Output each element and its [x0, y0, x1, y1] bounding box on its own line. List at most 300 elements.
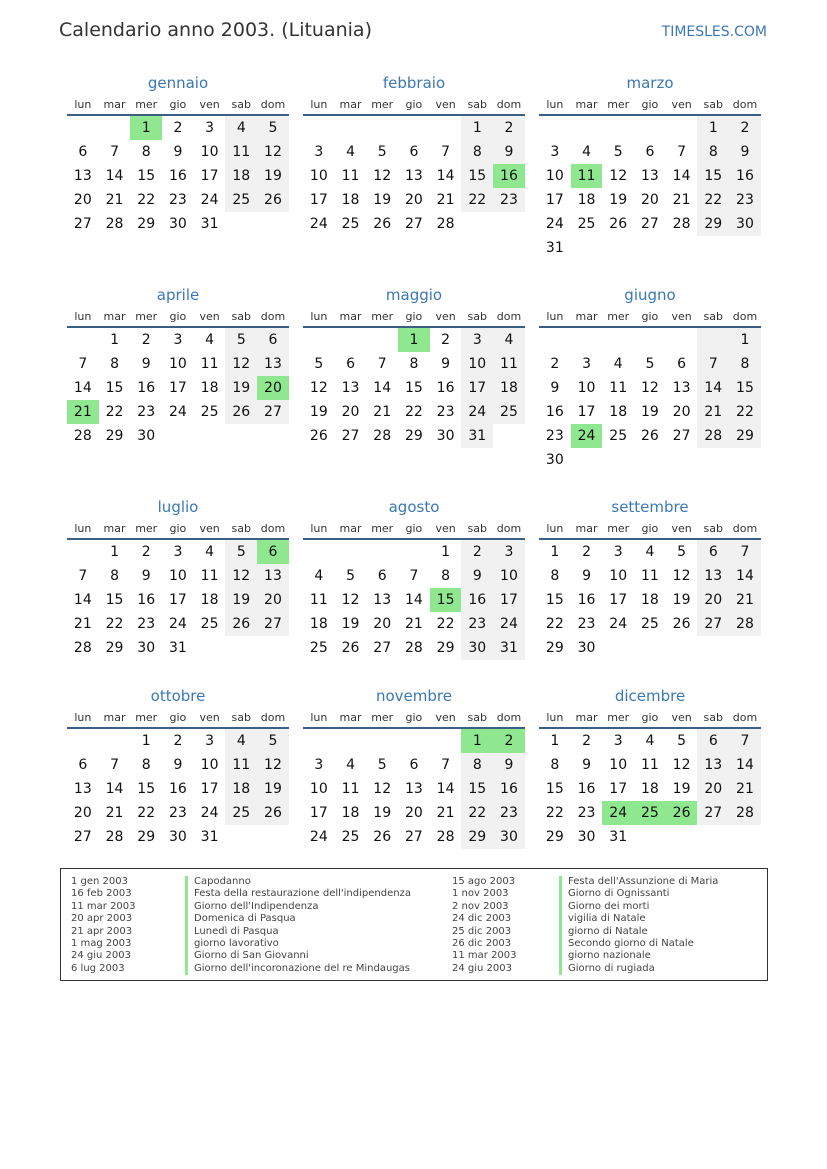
day-cell[interactable]: 16	[461, 588, 493, 612]
day-cell[interactable]: 8	[461, 140, 493, 164]
day-cell[interactable]: 8	[441, 568, 451, 584]
day-cell[interactable]: 21	[697, 400, 729, 424]
day-cell[interactable]: 28	[697, 424, 729, 448]
day-cell[interactable]: 30	[577, 640, 596, 656]
day-cell[interactable]: 11	[493, 352, 525, 376]
day-cell[interactable]: 4	[225, 116, 257, 140]
day-cell[interactable]: 18	[309, 616, 328, 632]
day-cell[interactable]: 21	[105, 805, 124, 821]
day-cell[interactable]: 23	[577, 616, 596, 632]
day-cell[interactable]: 26	[666, 801, 698, 825]
day-cell[interactable]: 27	[373, 640, 392, 656]
day-cell[interactable]: 25	[225, 188, 257, 212]
day-cell[interactable]: 30	[577, 829, 596, 845]
day-cell[interactable]: 23	[493, 188, 525, 212]
day-cell[interactable]: 4	[314, 568, 324, 584]
day-cell[interactable]: 26	[257, 188, 289, 212]
day-cell[interactable]: 18	[609, 404, 628, 420]
day-cell[interactable]: 25	[341, 829, 360, 845]
day-cell[interactable]: 30	[436, 428, 455, 444]
day-cell[interactable]: 2	[141, 332, 151, 348]
day-cell[interactable]: 23	[729, 188, 761, 212]
day-cell[interactable]: 19	[672, 781, 691, 797]
day-cell[interactable]: 4	[205, 332, 215, 348]
day-cell[interactable]: 23	[137, 404, 156, 420]
day-cell[interactable]: 18	[341, 192, 360, 208]
day-cell[interactable]: 22	[697, 188, 729, 212]
day-cell[interactable]: 28	[672, 216, 691, 232]
day-cell[interactable]: 31	[168, 640, 187, 656]
day-cell[interactable]: 18	[225, 164, 257, 188]
day-cell[interactable]: 4	[645, 733, 655, 749]
day-cell[interactable]: 14	[697, 376, 729, 400]
day-cell[interactable]: 12	[341, 592, 360, 608]
day-cell[interactable]: 3	[314, 757, 324, 773]
day-cell[interactable]: 26	[309, 428, 328, 444]
day-cell[interactable]: 21	[373, 404, 392, 420]
day-cell[interactable]: 19	[672, 592, 691, 608]
day-cell[interactable]: 26	[672, 616, 691, 632]
day-cell[interactable]: 4	[346, 757, 355, 773]
day-cell[interactable]: 1	[697, 116, 729, 140]
day-cell[interactable]: 2	[493, 116, 525, 140]
day-cell[interactable]: 5	[257, 116, 289, 140]
day-cell[interactable]: 27	[73, 829, 92, 845]
day-cell[interactable]: 2	[493, 729, 525, 753]
day-cell[interactable]: 8	[550, 568, 560, 584]
day-cell[interactable]: 29	[545, 829, 564, 845]
day-cell[interactable]: 12	[257, 753, 289, 777]
day-cell[interactable]: 22	[545, 616, 564, 632]
day-cell[interactable]: 25	[609, 428, 628, 444]
day-cell[interactable]: 27	[73, 216, 92, 232]
day-cell[interactable]: 29	[105, 640, 124, 656]
day-cell[interactable]: 10	[609, 757, 628, 773]
day-cell[interactable]: 17	[309, 192, 328, 208]
day-cell[interactable]: 25	[577, 216, 596, 232]
day-cell[interactable]: 3	[205, 733, 215, 749]
day-cell[interactable]: 16	[545, 404, 564, 420]
day-cell[interactable]: 14	[73, 592, 92, 608]
day-cell[interactable]: 6	[697, 540, 729, 564]
day-cell[interactable]: 14	[105, 781, 124, 797]
day-cell[interactable]: 2	[441, 332, 451, 348]
day-cell[interactable]: 12	[257, 140, 289, 164]
day-cell[interactable]: 30	[729, 212, 761, 236]
day-cell[interactable]: 2	[173, 120, 183, 136]
day-cell[interactable]: 22	[461, 801, 493, 825]
day-cell[interactable]: 12	[672, 568, 691, 584]
day-cell[interactable]: 28	[373, 428, 392, 444]
day-cell[interactable]: 23	[168, 805, 187, 821]
day-cell[interactable]: 8	[461, 753, 493, 777]
day-cell[interactable]: 17	[577, 404, 596, 420]
day-cell[interactable]: 24	[168, 616, 187, 632]
day-cell[interactable]: 15	[404, 380, 423, 396]
day-cell[interactable]: 13	[73, 168, 92, 184]
day-cell[interactable]: 2	[141, 544, 151, 560]
day-cell[interactable]: 15	[105, 380, 124, 396]
day-cell[interactable]: 9	[582, 757, 591, 773]
day-cell[interactable]: 13	[257, 352, 289, 376]
day-cell[interactable]: 5	[314, 356, 324, 372]
day-cell[interactable]: 15	[430, 588, 462, 612]
day-cell[interactable]: 2	[582, 544, 591, 560]
day-cell[interactable]: 14	[373, 380, 392, 396]
day-cell[interactable]: 29	[697, 212, 729, 236]
day-cell[interactable]: 21	[73, 616, 92, 632]
day-cell[interactable]: 18	[640, 592, 659, 608]
day-cell[interactable]: 4	[493, 328, 525, 352]
day-cell[interactable]: 21	[404, 616, 423, 632]
day-cell[interactable]: 19	[309, 404, 328, 420]
day-cell[interactable]: 19	[609, 192, 628, 208]
day-cell[interactable]: 30	[137, 640, 156, 656]
day-cell[interactable]: 30	[493, 825, 525, 849]
day-cell[interactable]: 20	[404, 805, 423, 821]
day-cell[interactable]: 10	[493, 564, 525, 588]
day-cell[interactable]: 14	[729, 753, 761, 777]
day-cell[interactable]: 20	[257, 588, 289, 612]
day-cell[interactable]: 6	[677, 356, 687, 372]
day-cell[interactable]: 21	[729, 777, 761, 801]
day-cell[interactable]: 2	[461, 540, 493, 564]
day-cell[interactable]: 23	[493, 801, 525, 825]
day-cell[interactable]: 30	[168, 216, 187, 232]
day-cell[interactable]: 1	[110, 332, 119, 348]
day-cell[interactable]: 7	[441, 757, 451, 773]
day-cell[interactable]: 28	[729, 801, 761, 825]
day-cell[interactable]: 30	[168, 829, 187, 845]
day-cell[interactable]: 12	[373, 781, 392, 797]
day-cell[interactable]: 26	[609, 216, 628, 232]
day-cell[interactable]: 15	[461, 164, 493, 188]
day-cell[interactable]: 24	[309, 829, 328, 845]
day-cell[interactable]: 15	[697, 164, 729, 188]
day-cell[interactable]: 28	[73, 640, 92, 656]
day-cell[interactable]: 18	[640, 781, 659, 797]
day-cell[interactable]: 12	[640, 380, 659, 396]
day-cell[interactable]: 4	[645, 544, 655, 560]
day-cell[interactable]: 17	[168, 380, 187, 396]
day-cell[interactable]: 1	[141, 733, 151, 749]
day-cell[interactable]: 25	[640, 616, 659, 632]
day-cell[interactable]: 30	[137, 428, 156, 444]
day-cell[interactable]: 31	[461, 424, 493, 448]
day-cell[interactable]: 4	[582, 144, 591, 160]
day-cell[interactable]: 7	[729, 540, 761, 564]
day-cell[interactable]: 26	[257, 801, 289, 825]
day-cell[interactable]: 20	[697, 588, 729, 612]
day-cell[interactable]: 7	[110, 757, 119, 773]
day-cell[interactable]: 15	[729, 376, 761, 400]
day-cell[interactable]: 6	[645, 144, 655, 160]
day-cell[interactable]: 17	[545, 192, 564, 208]
day-cell[interactable]: 21	[436, 805, 455, 821]
day-cell[interactable]: 6	[409, 144, 419, 160]
day-cell[interactable]: 19	[341, 616, 360, 632]
day-cell[interactable]: 7	[441, 144, 451, 160]
day-cell[interactable]: 16	[577, 592, 596, 608]
day-cell[interactable]: 4	[225, 729, 257, 753]
day-cell[interactable]: 10	[200, 144, 219, 160]
day-cell[interactable]: 11	[609, 380, 628, 396]
day-cell[interactable]: 22	[545, 805, 564, 821]
day-cell[interactable]: 11	[640, 757, 659, 773]
day-cell[interactable]: 9	[729, 140, 761, 164]
day-cell[interactable]: 18	[225, 777, 257, 801]
day-cell[interactable]: 9	[493, 753, 525, 777]
day-cell[interactable]: 23	[137, 616, 156, 632]
day-cell[interactable]: 21	[672, 192, 691, 208]
day-cell[interactable]: 1	[550, 544, 560, 560]
day-cell[interactable]: 25	[200, 616, 219, 632]
day-cell[interactable]: 29	[105, 428, 124, 444]
day-cell[interactable]: 1	[110, 544, 119, 560]
day-cell[interactable]: 12	[672, 757, 691, 773]
day-cell[interactable]: 26	[225, 612, 257, 636]
day-cell[interactable]: 15	[105, 592, 124, 608]
day-cell[interactable]: 20	[697, 777, 729, 801]
day-cell[interactable]: 9	[550, 380, 560, 396]
day-cell[interactable]: 14	[436, 168, 455, 184]
day-cell[interactable]: 3	[205, 120, 215, 136]
day-cell[interactable]: 8	[141, 144, 151, 160]
day-cell[interactable]: 14	[672, 168, 691, 184]
day-cell[interactable]: 24	[461, 400, 493, 424]
day-cell[interactable]: 22	[461, 188, 493, 212]
day-cell[interactable]: 15	[137, 781, 156, 797]
day-cell[interactable]: 27	[257, 612, 289, 636]
day-cell[interactable]: 25	[200, 404, 219, 420]
day-cell[interactable]: 31	[200, 829, 219, 845]
day-cell[interactable]: 3	[314, 144, 324, 160]
day-cell[interactable]: 11	[341, 168, 360, 184]
day-cell[interactable]: 7	[677, 144, 687, 160]
day-cell[interactable]: 5	[677, 544, 687, 560]
day-cell[interactable]: 27	[672, 428, 691, 444]
day-cell[interactable]: 17	[609, 781, 628, 797]
day-cell[interactable]: 18	[577, 192, 596, 208]
day-cell[interactable]: 20	[404, 192, 423, 208]
day-cell[interactable]: 1	[398, 328, 430, 352]
day-cell[interactable]: 25	[341, 216, 360, 232]
day-cell[interactable]: 16	[168, 781, 187, 797]
day-cell[interactable]: 13	[341, 380, 360, 396]
day-cell[interactable]: 7	[110, 144, 119, 160]
day-cell[interactable]: 5	[613, 144, 623, 160]
day-cell[interactable]: 22	[404, 404, 423, 420]
day-cell[interactable]: 16	[436, 380, 455, 396]
day-cell[interactable]: 3	[173, 544, 183, 560]
day-cell[interactable]: 30	[461, 636, 493, 660]
day-cell[interactable]: 10	[168, 568, 187, 584]
day-cell[interactable]: 14	[436, 781, 455, 797]
day-cell[interactable]: 6	[409, 757, 419, 773]
day-cell[interactable]: 11	[640, 568, 659, 584]
day-cell[interactable]: 8	[110, 356, 119, 372]
day-cell[interactable]: 3	[550, 144, 560, 160]
day-cell[interactable]: 12	[373, 168, 392, 184]
day-cell[interactable]: 27	[341, 428, 360, 444]
day-cell[interactable]: 17	[609, 592, 628, 608]
day-cell[interactable]: 19	[373, 192, 392, 208]
day-cell[interactable]: 10	[545, 168, 564, 184]
day-cell[interactable]: 10	[577, 380, 596, 396]
day-cell[interactable]: 8	[550, 757, 560, 773]
day-cell[interactable]: 5	[377, 757, 387, 773]
day-cell[interactable]: 6	[697, 729, 729, 753]
day-cell[interactable]: 5	[677, 733, 687, 749]
day-cell[interactable]: 17	[493, 588, 525, 612]
day-cell[interactable]: 27	[404, 216, 423, 232]
day-cell[interactable]: 29	[436, 640, 455, 656]
day-cell[interactable]: 3	[582, 356, 591, 372]
day-cell[interactable]: 31	[545, 240, 564, 256]
day-cell[interactable]: 13	[404, 168, 423, 184]
day-cell[interactable]: 2	[729, 116, 761, 140]
day-cell[interactable]: 23	[545, 428, 564, 444]
day-cell[interactable]: 16	[577, 781, 596, 797]
day-cell[interactable]: 5	[377, 144, 387, 160]
day-cell[interactable]: 16	[729, 164, 761, 188]
day-cell[interactable]: 24	[602, 801, 634, 825]
day-cell[interactable]: 10	[309, 781, 328, 797]
day-cell[interactable]: 26	[341, 640, 360, 656]
day-cell[interactable]: 6	[78, 757, 88, 773]
day-cell[interactable]: 30	[545, 452, 564, 468]
day-cell[interactable]: 3	[613, 544, 623, 560]
day-cell[interactable]: 26	[225, 400, 257, 424]
day-cell[interactable]: 9	[141, 356, 151, 372]
day-cell[interactable]: 25	[309, 640, 328, 656]
day-cell[interactable]: 6	[257, 540, 289, 564]
day-cell[interactable]: 24	[609, 616, 628, 632]
day-cell[interactable]: 24	[168, 404, 187, 420]
day-cell[interactable]: 13	[697, 564, 729, 588]
day-cell[interactable]: 9	[441, 356, 451, 372]
day-cell[interactable]: 15	[461, 777, 493, 801]
day-cell[interactable]: 24	[493, 612, 525, 636]
day-cell[interactable]: 11	[571, 164, 603, 188]
day-cell[interactable]: 7	[78, 356, 88, 372]
day-cell[interactable]: 11	[341, 781, 360, 797]
day-cell[interactable]: 31	[200, 216, 219, 232]
day-cell[interactable]: 9	[173, 144, 183, 160]
day-cell[interactable]: 28	[404, 640, 423, 656]
day-cell[interactable]: 11	[200, 568, 219, 584]
day-cell[interactable]: 8	[697, 140, 729, 164]
day-cell[interactable]: 29	[137, 829, 156, 845]
day-cell[interactable]: 28	[105, 216, 124, 232]
day-cell[interactable]: 13	[672, 380, 691, 396]
day-cell[interactable]: 27	[697, 801, 729, 825]
day-cell[interactable]: 21	[67, 400, 99, 424]
day-cell[interactable]: 20	[73, 805, 92, 821]
day-cell[interactable]: 18	[493, 376, 525, 400]
day-cell[interactable]: 7	[409, 568, 419, 584]
day-cell[interactable]: 25	[634, 801, 666, 825]
day-cell[interactable]: 11	[200, 356, 219, 372]
day-cell[interactable]: 31	[493, 636, 525, 660]
day-cell[interactable]: 11	[309, 592, 328, 608]
day-cell[interactable]: 17	[309, 805, 328, 821]
day-cell[interactable]: 6	[257, 328, 289, 352]
day-cell[interactable]: 21	[105, 192, 124, 208]
day-cell[interactable]: 3	[173, 332, 183, 348]
day-cell[interactable]: 10	[461, 352, 493, 376]
day-cell[interactable]: 18	[200, 380, 219, 396]
day-cell[interactable]: 17	[461, 376, 493, 400]
day-cell[interactable]: 28	[729, 612, 761, 636]
day-cell[interactable]: 10	[168, 356, 187, 372]
day-cell[interactable]: 28	[436, 216, 455, 232]
day-cell[interactable]: 27	[640, 216, 659, 232]
day-cell[interactable]: 23	[436, 404, 455, 420]
day-cell[interactable]: 24	[309, 216, 328, 232]
day-cell[interactable]: 16	[493, 777, 525, 801]
day-cell[interactable]: 22	[137, 805, 156, 821]
day-cell[interactable]: 29	[137, 216, 156, 232]
day-cell[interactable]: 17	[168, 592, 187, 608]
day-cell[interactable]: 29	[404, 428, 423, 444]
day-cell[interactable]: 8	[110, 568, 119, 584]
day-cell[interactable]: 14	[105, 168, 124, 184]
day-cell[interactable]: 7	[377, 356, 387, 372]
day-cell[interactable]: 25	[493, 400, 525, 424]
day-cell[interactable]: 14	[73, 380, 92, 396]
day-cell[interactable]: 28	[73, 428, 92, 444]
day-cell[interactable]: 24	[200, 805, 219, 821]
day-cell[interactable]: 5	[225, 540, 257, 564]
day-cell[interactable]: 13	[640, 168, 659, 184]
day-cell[interactable]: 23	[461, 612, 493, 636]
day-cell[interactable]: 19	[225, 588, 257, 612]
day-cell[interactable]: 8	[409, 356, 419, 372]
day-cell[interactable]: 13	[373, 592, 392, 608]
day-cell[interactable]: 18	[341, 805, 360, 821]
day-cell[interactable]: 12	[609, 168, 628, 184]
day-cell[interactable]: 26	[373, 829, 392, 845]
day-cell[interactable]: 2	[550, 356, 560, 372]
day-cell[interactable]: 1	[729, 328, 761, 352]
day-cell[interactable]: 4	[346, 144, 355, 160]
day-cell[interactable]: 8	[729, 352, 761, 376]
day-cell[interactable]: 6	[346, 356, 355, 372]
day-cell[interactable]: 6	[377, 568, 387, 584]
day-cell[interactable]: 22	[436, 616, 455, 632]
day-cell[interactable]: 22	[729, 400, 761, 424]
day-cell[interactable]: 5	[346, 568, 355, 584]
day-cell[interactable]: 19	[640, 404, 659, 420]
day-cell[interactable]: 1	[461, 116, 493, 140]
day-cell[interactable]: 29	[461, 825, 493, 849]
day-cell[interactable]: 22	[137, 192, 156, 208]
day-cell[interactable]: 20	[672, 404, 691, 420]
day-cell[interactable]: 6	[78, 144, 88, 160]
day-cell[interactable]: 20	[373, 616, 392, 632]
day-cell[interactable]: 23	[577, 805, 596, 821]
day-cell[interactable]: 29	[729, 424, 761, 448]
day-cell[interactable]: 4	[613, 356, 623, 372]
day-cell[interactable]: 12	[309, 380, 328, 396]
day-cell[interactable]: 26	[373, 216, 392, 232]
day-cell[interactable]: 24	[545, 216, 564, 232]
day-cell[interactable]: 27	[697, 612, 729, 636]
brand-link[interactable]: TIMESLES.COM	[661, 24, 767, 40]
day-cell[interactable]: 29	[545, 640, 564, 656]
day-cell[interactable]: 21	[436, 192, 455, 208]
